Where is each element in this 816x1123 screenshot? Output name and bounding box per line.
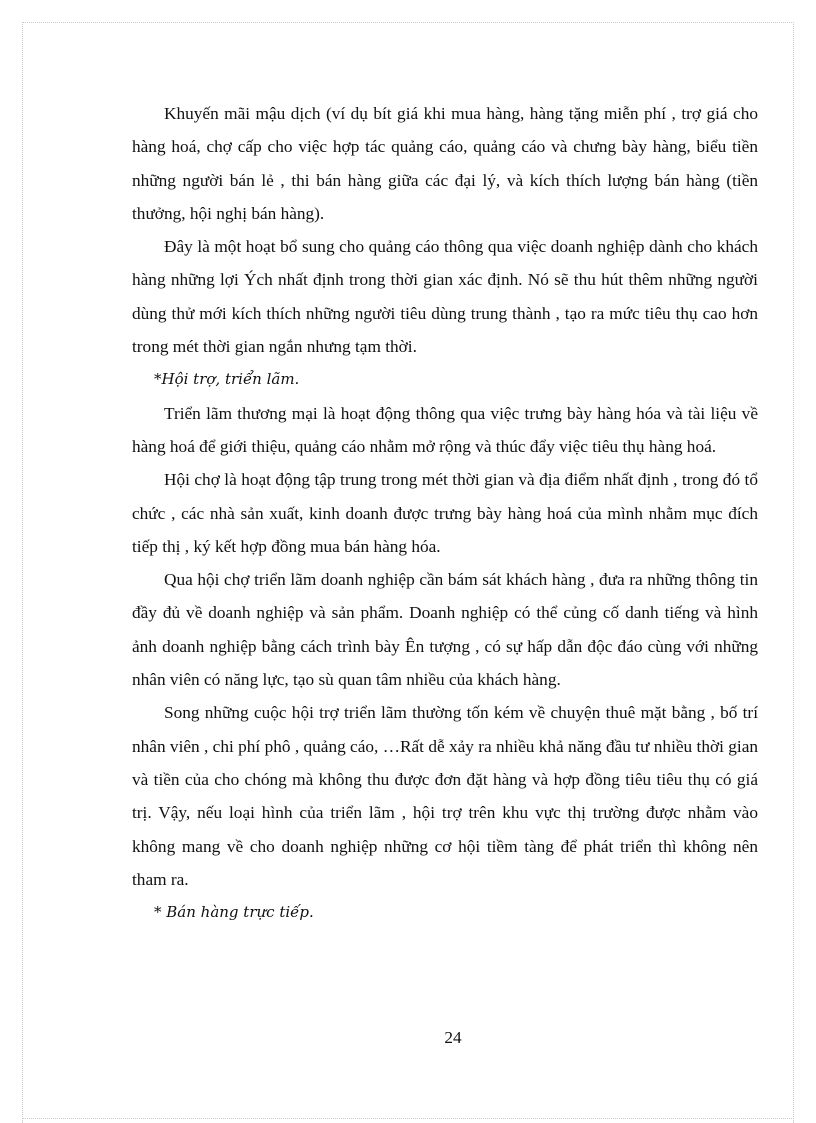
document-body	[132, 97, 758, 929]
paragraph-trade-fair: Hội chợ là hoạt động tập trung trong mét thời gian và địa điểm nhất định , trong đó tổ chức , các nhà sản xuất, kinh doanh được trưng bày hàng hoá của mình nhằm mục đích tiếp thị , ký kết hợp đồng mua bán hàng hóa.	[132, 470, 758, 556]
section-heading-fairs: *Hội trợ, triển lãm.	[154, 370, 300, 389]
paragraph-trade-promotion: Khuyến mãi mậu dịch (ví dụ bít giá khi mua hàng, hàng tặng miễn phí , trợ giá cho hàng hoá, chợ cấp cho việc hợp tác quảng cáo, quảng cáo và chưng bày hàng, biểu tiền những người bán lẻ , thi bán hàng giữa các đại lý, và kích thích lượng bán hàng (tiền thưởng, hội nghị bán hàng).	[132, 104, 758, 223]
paragraph-fair-benefits: Qua hội chợ triển lãm doanh nghiệp cần bám sát khách hàng , đưa ra những thông tin đầy đủ về doanh nghiệp và sản phẩm. Doanh nghiệp có thể củng cố danh tiếng và hình ảnh doanh nghiệp bằng cách trình bày Ên tượng , có sự hấp dẫn độc đáo cùng với những nhân viên có năng lực, tạo sù quan tâm nhiều của khách hàng.	[132, 570, 758, 690]
page-number: 24	[444, 1028, 462, 1047]
page-bottom-edge	[22, 1118, 794, 1119]
paragraph-promotion-benefits: Đây là một hoạt bổ sung cho quảng cáo thông qua việc doanh nghiệp dành cho khách hàng những lợi Ých nhất định trong thời gian xác định. Nó sẽ thu hút thêm những người dùng thử mới kích thích những người tiêu dùng trung thành , tạo ra mức tiêu thụ cao hơn trong mét thời gian ngắn nhưng tạm thời.	[132, 237, 758, 357]
paragraph-exhibition: Triển lãm thương mại là hoạt động thông qua việc trưng bày hàng hóa và tài liệu về hàng hoá để giới thiệu, quảng cáo nhằm mở rộng và thúc đẩy việc tiêu thụ hàng hoá.	[132, 403, 758, 456]
paragraph-fair-costs: Song những cuộc hội trợ triển lãm thường tốn kém về chuyện thuê mặt bằng , bố trí nhân viên , chi phí phô , quảng cáo, …Rất dễ xảy ra nhiều khả năng đầu tư nhiều thời gian và tiền của cho chóng mà không thu được đơn đặt hàng và hợp đồng tiêu tiêu thụ có giá trị. Vậy, nếu loại hình của triển lãm , hội trợ trên khu vực thị trường được nhằm vào không mang về cho doanh nghiệp những cơ hội tiềm tàng để phát triển thì không nên tham ra.	[132, 703, 758, 889]
section-heading-direct-sales: * Bán hàng trực tiếp.	[154, 903, 314, 922]
